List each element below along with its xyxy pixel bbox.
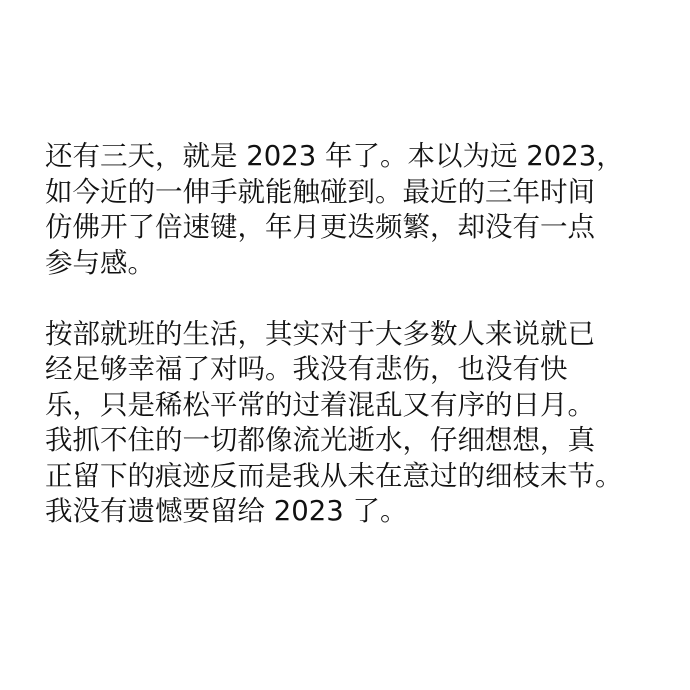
note-text — [45, 139, 685, 530]
text-line: 还有三天，就是 2023 年了。本以为远 2023， — [45, 140, 624, 172]
text-line: 正留下的痕迹反而是我从未在意过的细枝末节。 — [45, 459, 623, 492]
text-line: 我没有遗憾要留给 2023 了。 — [45, 495, 408, 527]
text-line: 如今近的一伸手就能触碰到。最近的三年时间 — [45, 175, 595, 208]
text-line: 我抓不住的一切都像流光逝水，仔细想想，真 — [45, 424, 595, 456]
text-line: 参与感。 — [45, 246, 155, 279]
paragraph-1 — [45, 139, 685, 281]
text-line: 仿佛开了倍速键，年月更迭频繁，却没有一点 — [45, 211, 595, 243]
text-line: 按部就班的生活，其实对于大多数人来说就已 — [45, 317, 595, 350]
text-line: 乐，只是稀松平常的过着混乱又有序的日月。 — [45, 388, 595, 421]
paragraph-2 — [45, 317, 685, 530]
text-line: 经足够幸福了对吗。我没有悲伤，也没有快 — [45, 353, 568, 385]
